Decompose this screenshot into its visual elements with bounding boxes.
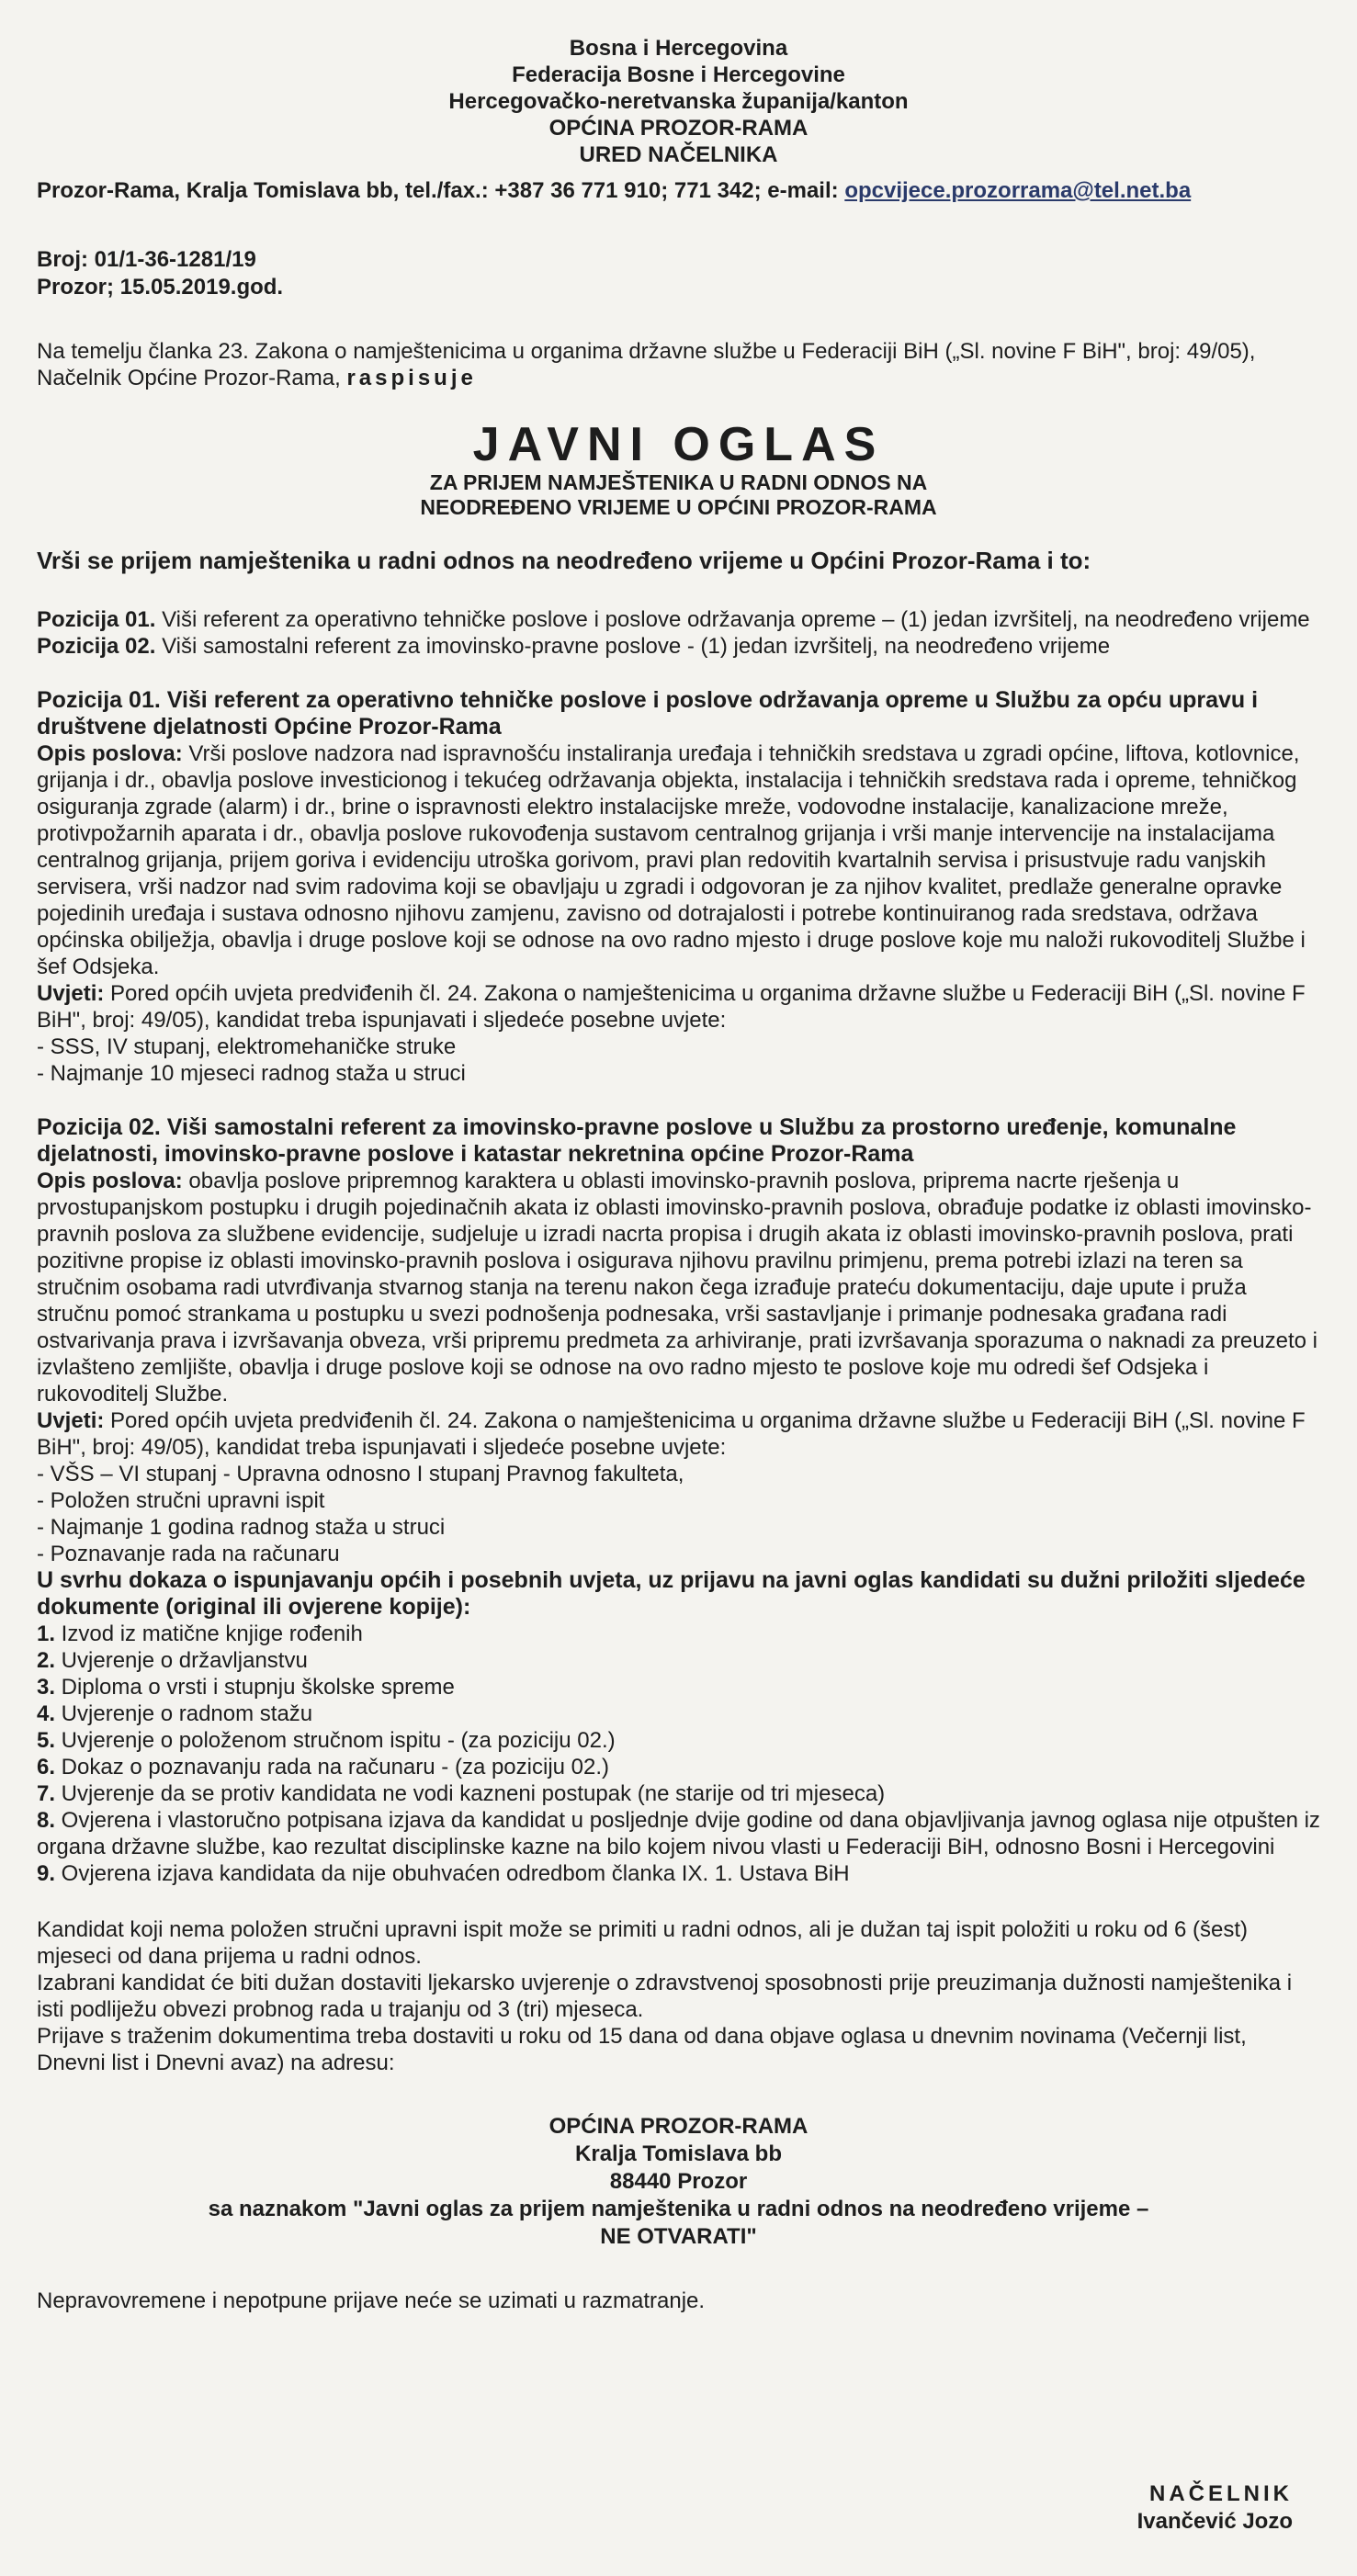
documents-heading: U svrhu dokaza o ispunjavanju općih i posebnih uvjeta, uz prijavu na javni oglas kandidati su dužni priložiti sljedeće dokumente (original ili ovjerene kopije): <box>37 1567 1306 1620</box>
requirement-item: - Najmanje 1 godina radnog staža u struci <box>37 1515 446 1540</box>
position-summary-02 <box>37 633 1320 660</box>
signatory-role: NAČELNIK <box>1149 2481 1293 2506</box>
document-item <box>37 1647 1320 1674</box>
document-text: Uvjerenje o položenom stručnom ispitu - (za poziciju 02.) <box>55 1728 616 1753</box>
document-text: Ovjerena izjava kandidata da nije obuhvaćen odredbom članka IX. 1. Ustava BiH <box>55 1861 850 1886</box>
address-line-marking: sa naznakom "Javni oglas za prijem namještenika u radni odnos na neodređeno vrijeme – <box>208 2197 1149 2221</box>
header-line-canton: Hercegovačko-neretvanska županija/kanton <box>448 89 909 114</box>
description-label: Opis poslova: <box>37 1169 183 1193</box>
reference-date: Prozor; 15.05.2019.god. <box>37 275 284 299</box>
reference-number: Broj: 01/1-36-1281/19 <box>37 247 256 272</box>
document-item <box>37 1860 1320 1887</box>
position-01-section <box>37 687 1320 1087</box>
document-item <box>37 1700 1320 1727</box>
requirement-item: - Poznavanje rada na računaru <box>37 1542 340 1566</box>
position-text: Viši referent za operativno tehničke poslove i poslove održavanja opreme – (1) jedan izvršitelj, na neodređeno vrijeme <box>155 607 1310 632</box>
position-summary-01 <box>37 606 1320 633</box>
document-subtitle-1: ZA PRIJEM NAMJEŠTENIKA U RADNI ODNOS NA <box>429 470 928 494</box>
position-label: Pozicija 01. <box>37 607 156 632</box>
description-text: obavlja poslove pripremnog karaktera u oblasti imovinsko-pravnih poslova, priprema nacrte rješenja u prvostupanjskom postupku i drugih pojedinačnih akata iz oblasti imovinsko-pravnih poslova, obrađuje podatke iz oblasti imovinsko-pravnih poslova za službene evidencije, sudjeluje u izradi nacrta propisa i drugih akata iz oblasti imovinsko-pravnih poslova, prati pozitivne propise iz oblasti imovinsko-pravnih poslova i osigurava njihovu pravilnu primjenu, prema potrebi izlazi na teren sa stručnim osobama radi utvrđivanja stvarnog stanja na terenu nakon čega izrađuje prateću dokumentaciju, daje upute i pruža stručnu pomoć strankama u postupku u svezi podnošenja podnesaka, vrši sastavljanje i primanje podnesaka građana radi ostvarivanja prava i izvršavanja obveza, vrši pripremu predmeta za arhiviranje, prati izvršavanja sporazuma o naknadi za preuzeto i izvlašteno zemljište, obavlja i druge poslove koji se odnose na ovo radno mjesto te poslove koje mu odredi šef Odsjeka i rukovoditelj Službe. <box>37 1169 1317 1407</box>
positions-summary <box>37 606 1320 660</box>
document-number: 6. <box>37 1755 56 1779</box>
conditions-label: Uvjeti: <box>37 981 105 1006</box>
document-number: 2. <box>37 1648 56 1673</box>
position-02-heading: Pozicija 02. Viši samostalni referent za imovinsko-pravne poslove u Službu za prostorno uređenje, komunalne djelatnosti, imovinsko-pravne poslove i katastar nekretnina općine Prozor-Rama <box>37 1114 1237 1167</box>
note-exam: Kandidat koji nema položen stručni upravni ispit može se primiti u radni odnos, ali je dužan taj ispit položiti u roku od 6 (šest) mjeseci od dana prijema u radni odnos. <box>37 1917 1249 1969</box>
document-number: 5. <box>37 1728 56 1753</box>
document-item <box>37 1754 1320 1780</box>
position-01-description <box>37 740 1320 980</box>
document-text: Dokaz o poznavanju rada na računaru - (za poziciju 02.) <box>55 1755 610 1779</box>
document-text: Ovjerena i vlastoručno potpisana izjava da kandidat u posljednje dvije godine od dana objavljivanja javnog oglasa nije otpušten iz organa državne službe, kao rezultat disciplinske kazne na bilo kojem nivou vlasti u Federaciji BiH, odnosno Bosni i Hercegovini <box>37 1808 1320 1859</box>
document-item <box>37 1807 1320 1860</box>
requirement-item: - Najmanje 10 mjeseci radnog staža u struci <box>37 1061 466 1086</box>
documents-list <box>37 1621 1320 1887</box>
notes-block <box>37 1916 1320 2076</box>
document-item <box>37 1674 1320 1700</box>
intro-paragraph <box>37 338 1320 391</box>
contact-line <box>37 177 1320 204</box>
requirement-item: - VŠS – VI stupanj - Upravna odnosno I stupanj Pravnog fakulteta, <box>37 1462 684 1486</box>
requirement-item: - Položen stručni upravni ispit <box>37 1488 325 1513</box>
contact-text: Prozor-Rama, Kralja Tomislava bb, tel./fax.: +387 36 771 910; 771 342; e-mail: <box>37 178 845 203</box>
document-number: 3. <box>37 1675 56 1700</box>
description-label: Opis poslova: <box>37 741 183 766</box>
document-item <box>37 1780 1320 1807</box>
position-02-conditions <box>37 1407 1320 1461</box>
position-02-description <box>37 1168 1320 1407</box>
position-01-conditions <box>37 980 1320 1034</box>
header-line-country: Bosna i Hercegovina <box>569 36 788 61</box>
document-title: JAVNI OGLAS <box>472 418 885 471</box>
submission-address <box>37 2113 1320 2251</box>
document-number: 1. <box>37 1621 56 1646</box>
position-label: Pozicija 02. <box>37 634 156 659</box>
document-text: Uvjerenje da se protiv kandidata ne vodi kazneni postupak (ne starije od tri mjeseca) <box>55 1781 886 1806</box>
document-text: Izvod iz matične knjige rođenih <box>55 1621 363 1646</box>
header-line-municipality: OPĆINA PROZOR-RAMA <box>548 116 809 141</box>
signatory-name: Ivančević Jozo <box>1136 2509 1293 2534</box>
description-text: Vrši poslove nadzora nad ispravnošću instaliranja uređaja i tehničkih sredstava u zgradi općine, liftova, kotlovnice, grijanja i dr., obavlja poslove investicionog i tekućeg održavanja objekta, instalacija i tehničkih sredstava rada i opreme, tehničkog osiguranja zgrade (alarm) i dr., brine o ispravnosti elektro instalacijske mreže, vodovodne instalacije, kanalizacione mreže, protivpožarnih aparata i dr., obavlja poslove rukovođenja sustavom centralnog grijanja i vrši manje intervencije na instalacijama centralnog grijanja, prijem goriva i evidenciju utroška gorivom, pravi plan redovitih kvartalnih servisa i prisustvuje radu vanjskih servisera, vrši nadzor nad svim radovima koji se obavljaju u zgradi i odgovoran je za njihov kvalitet, predlaže generalne opravke pojedinih uređaja i sustava odnosno njihovu zamjenu, zavisno od dotrajalosti i potrebe kontinuiranog rada sredstava, održava općinska obilježja, obavlja i druge poslove koji se odnose na ovo radno mjesto i druge poslove koje mu naloži rukovoditelj Službe i šef Odsjeka. <box>37 741 1306 979</box>
document-item <box>37 1621 1320 1647</box>
conditions-text: Pored općih uvjeta predviđenih čl. 24. Zakona o namještenicima u organima državne službe u Federaciji BiH („Sl. novine F BiH", broj: 49/05), kandidat treba ispunjavati i sljedeće posebne uvjete: <box>37 1408 1306 1460</box>
address-line-municipality: OPĆINA PROZOR-RAMA <box>548 2114 809 2139</box>
reference-block <box>37 246 1320 301</box>
requirement-item: - SSS, IV stupanj, elektromehaničke struke <box>37 1034 457 1059</box>
note-medical: Izabrani kandidat će biti dužan dostaviti ljekarsko uvjerenje o zdravstvenoj sposobnosti prije preuzimanja dužnosti namještenika i isti podliježu obvezi probnog rada u trajanju od 3 (tri) mjeseca. <box>37 1971 1293 2022</box>
intro-text: Na temelju članka 23. Zakona o namještenicima u organima državne službe u Federaciji BiH („Sl. novine F BiH", broj: 49/05), Načelnik Općine Prozor-Rama, <box>37 339 1256 390</box>
conditions-text: Pored općih uvjeta predviđenih čl. 24. Zakona o namještenicima u organima državne službe u Federaciji BiH („Sl. novine F BiH", broj: 49/05), kandidat treba ispunjavati i sljedeće posebne uvjete: <box>37 981 1306 1033</box>
document-number: 4. <box>37 1701 56 1726</box>
document-number: 7. <box>37 1781 56 1806</box>
conditions-label: Uvjeti: <box>37 1408 105 1433</box>
position-01-requirements <box>37 1034 1320 1087</box>
address-line-do-not-open: NE OTVARATI" <box>600 2224 757 2249</box>
document-number: 8. <box>37 1808 56 1833</box>
header-line-federation: Federacija Bosne i Hercegovine <box>512 62 845 87</box>
position-text: Viši samostalni referent za imovinsko-pravne poslove - (1) jedan izvršitelj, na neodređeno vrijeme <box>155 634 1111 659</box>
header-line-office: URED NAČELNIKA <box>579 142 778 167</box>
address-line-street: Kralja Tomislava bb <box>575 2141 782 2166</box>
document-text: Uvjerenje o radnom stažu <box>55 1701 313 1726</box>
address-line-city: 88440 Prozor <box>609 2169 748 2194</box>
position-02-section <box>37 1114 1320 1887</box>
lead-sentence: Vrši se prijem namještenika u radni odnos na neodređeno vrijeme u Općini Prozor-Rama i to: <box>37 547 1091 574</box>
document-text: Uvjerenje o državljanstvu <box>55 1648 308 1673</box>
closing-note: Nepravovremene i nepotpune prijave neće se uzimati u razmatranje. <box>37 2288 706 2313</box>
document-subtitle-2: NEODREĐENO VRIJEME U OPĆINI PROZOR-RAMA <box>420 495 937 519</box>
email-link[interactable]: opcvijece.prozorrama@tel.net.ba <box>844 178 1192 203</box>
document-number: 9. <box>37 1861 56 1886</box>
position-02-requirements <box>37 1461 1320 1567</box>
position-01-heading: Pozicija 01. Viši referent za operativno tehničke poslove i poslove održavanja opreme u Službu za opću upravu i društvene djelatnosti Općine Prozor-Rama <box>37 687 1259 740</box>
intro-verb: raspisuje <box>346 366 477 390</box>
note-submission: Prijave s traženim dokumentima treba dostaviti u roku od 15 dana od dana objave oglasa u dnevnim novinama (Večernji list, Dnevni list i Dnevni avaz) na adresu: <box>37 2024 1247 2075</box>
issuer-header <box>37 35 1320 168</box>
signature-block <box>1137 2480 1293 2536</box>
document-item <box>37 1727 1320 1754</box>
document-text: Diploma o vrsti i stupnju školske spreme <box>55 1675 455 1700</box>
